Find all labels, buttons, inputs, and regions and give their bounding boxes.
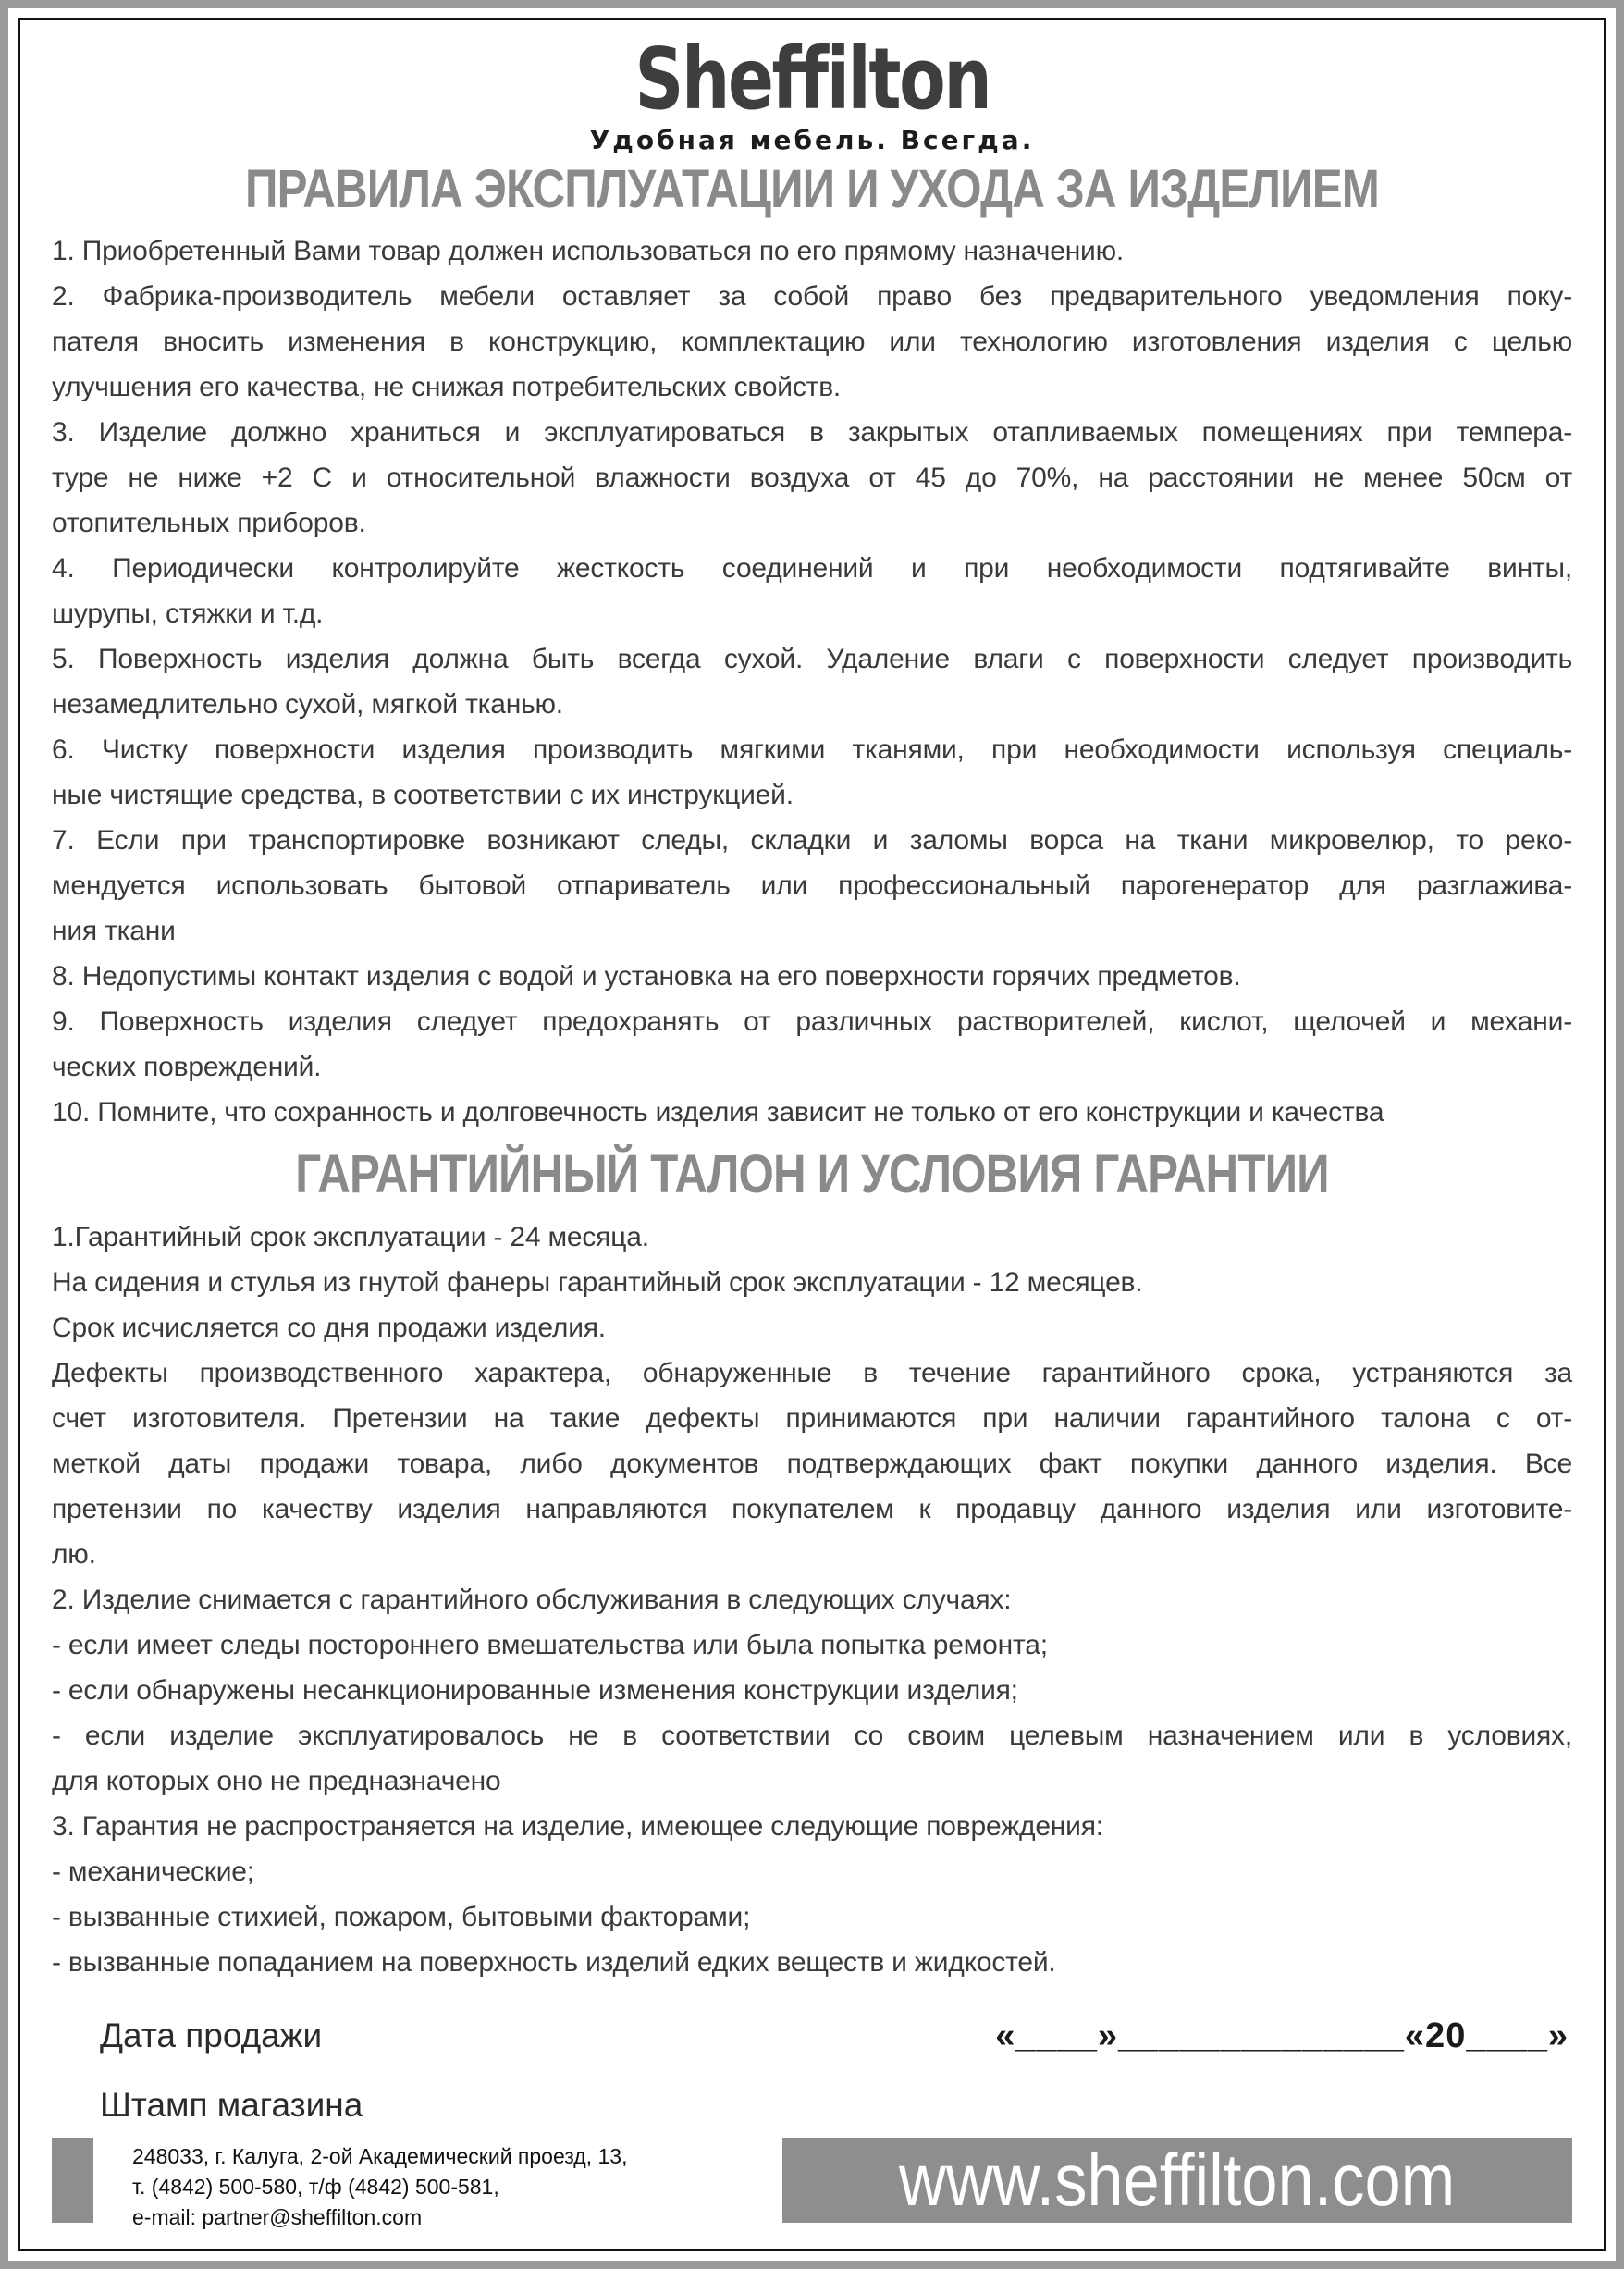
warranty-text-line: для которых оно не предназначено	[52, 1766, 501, 1797]
brand-logo	[589, 30, 1035, 155]
document-footer	[52, 2138, 1572, 2233]
warranty-text-line: - вызванные попаданием на поверхность изделий едких веществ и жидкостей.	[52, 1947, 1056, 1979]
sale-date-row	[52, 2016, 1572, 2056]
rules-text-line: 5. Поверхность изделия должна быть всегда сухой. Удаление влаги с поверхности следует производить	[52, 643, 1572, 674]
rules-text-line: улучшения его качества, не снижая потребительских свойств.	[52, 371, 842, 402]
rules-text-line: 3. Изделие должно храниться и эксплуатироваться в закрытых отапливаемых помещениях при темпера-	[52, 416, 1572, 448]
warranty-text-line: 3. Гарантия не распространяется на изделие, имеющее следующие повреждения:	[52, 1811, 1103, 1843]
warranty-text-line: лю.	[52, 1539, 96, 1571]
warranty-text-line: - механические;	[52, 1856, 254, 1888]
sale-date-label: Дата продажи	[100, 2016, 323, 2055]
warranty-text-line: На сидения и стулья из гнутой фанеры гарантийный срок эксплуатации - 12 месяцев.	[52, 1267, 1143, 1299]
rules-text-line: 10. Помните, что сохранность и долговечность изделия зависит не только от его конструкции и качества	[52, 1096, 1384, 1128]
rules-text-line: ные чистящие средства, в соответствии с их инструкцией.	[52, 779, 794, 810]
warranty-text-line: - если имеет следы постороннего вмешательства или была попытка ремонта;	[52, 1630, 1048, 1661]
warranty-text-line: 1.Гарантийный срок эксплуатации - 24 месяца.	[52, 1222, 649, 1253]
warranty-section-title: ГАРАНТИЙНЫЙ ТАЛОН И УСЛОВИЯ ГАРАНТИИ	[295, 1143, 1329, 1204]
warranty-text-line: счет изготовителя. Претензии на такие дефекты принимаются при наличии гарантийного талона с от-	[52, 1403, 1572, 1435]
manufacturer-address	[132, 2138, 627, 2233]
warranty-text-line: меткой даты продажи товара, либо документов подтверждающих факт покупки данного изделия. Все	[52, 1449, 1572, 1480]
rules-text-line: ния ткани	[52, 915, 176, 946]
rules-text-line: отопительных приборов.	[52, 507, 366, 538]
warranty-text-line: - если изделие эксплуатировалось не в соответствии со своим целевым назначением или в условиях,	[52, 1720, 1572, 1752]
rules-text-block	[52, 228, 1572, 1135]
address-line: т. (4842) 500-580, т/ф (4842) 500-581,	[132, 2175, 499, 2200]
rules-text-line: мендуется использовать бытовой отпариватель или профессиональный парогенератор для разглажива-	[52, 869, 1572, 901]
rules-text-line: 2. Фабрика-производитель мебели оставляет за собой право без предварительного уведомления поку-	[52, 280, 1572, 312]
rules-text-line: шурупы, стяжки и т.д.	[52, 598, 324, 629]
warranty-text-line: Дефекты производственного характера, обнаруженные в течение гарантийного срока, устраняются за	[52, 1358, 1572, 1389]
warranty-text-line: - вызванные стихией, пожаром, бытовыми факторами;	[52, 1902, 751, 1933]
warranty-text-line: Срок исчисляется со дня продажи изделия.	[52, 1313, 606, 1344]
rules-text-line: 1. Приобретенный Вами товар должен использоваться по его прямому назначению.	[52, 235, 1125, 266]
rules-text-line: туре не ниже +2 С и относительной влажности воздуха от 45 до 70%, на расстоянии не менее 50см от	[52, 462, 1572, 493]
address-line: 248033, г. Калуга, 2-ой Академический проезд, 13,	[132, 2144, 628, 2169]
warranty-text-line: 2. Изделие снимается с гарантийного обслуживания в следующих случаях:	[52, 1585, 1012, 1616]
page-inner-border	[18, 18, 1606, 2251]
document-header	[52, 30, 1572, 155]
website-url: www.sheffilton.com	[899, 2139, 1456, 2222]
rules-text-line: 6. Чистку поверхности изделия производить мягкими тканями, при необходимости используя специаль-	[52, 734, 1572, 765]
logo-wordmark: Sheffilton	[634, 30, 990, 129]
rules-text-line: 9. Поверхность изделия следует предохранять от различных растворителей, кислот, щелочей и механи-	[52, 1005, 1572, 1037]
rules-text-line: пателя вносить изменения в конструкцию, комплектацию или технологию изготовления изделия с целью	[52, 326, 1572, 357]
rules-text-line: 7. Если при транспортировке возникают следы, складки и заломы ворса на ткани микровелюр, то реко-	[52, 824, 1572, 856]
warranty-text-line: претензии по качеству изделия направляются покупателем к продавцу данного изделия или изготовите-	[52, 1494, 1572, 1525]
rules-text-line: 8. Недопустимы контакт изделия с водой и установка на его поверхности горячих предметов.	[52, 960, 1241, 992]
brand-tagline: Удобная мебель. Всегда.	[589, 125, 1035, 155]
rules-text-line: ческих повреждений.	[52, 1051, 322, 1082]
warranty-text-block	[52, 1215, 1572, 1985]
website-banner	[782, 2138, 1572, 2223]
rules-text-line: 4. Периодически контролируйте жесткость соединений и при необходимости подтягивайте винты,	[52, 552, 1572, 584]
rules-section-title: ПРАВИЛА ЭКСПЛУАТАЦИИ И УХОДА ЗА ИЗДЕЛИЕМ	[245, 159, 1379, 219]
warranty-text-line: - если обнаружены несанкционированные изменения конструкции изделия;	[52, 1675, 1018, 1707]
rules-text-line: незамедлительно сухой, мягкой тканью.	[52, 688, 563, 720]
footer-gray-square	[52, 2138, 93, 2223]
address-line: e-mail: partner@sheffilton.com	[132, 2205, 423, 2230]
shop-stamp-label: Штамп магазина	[100, 2086, 363, 2125]
sale-date-blank-fields: «____»______________«20____»	[995, 2016, 1569, 2056]
